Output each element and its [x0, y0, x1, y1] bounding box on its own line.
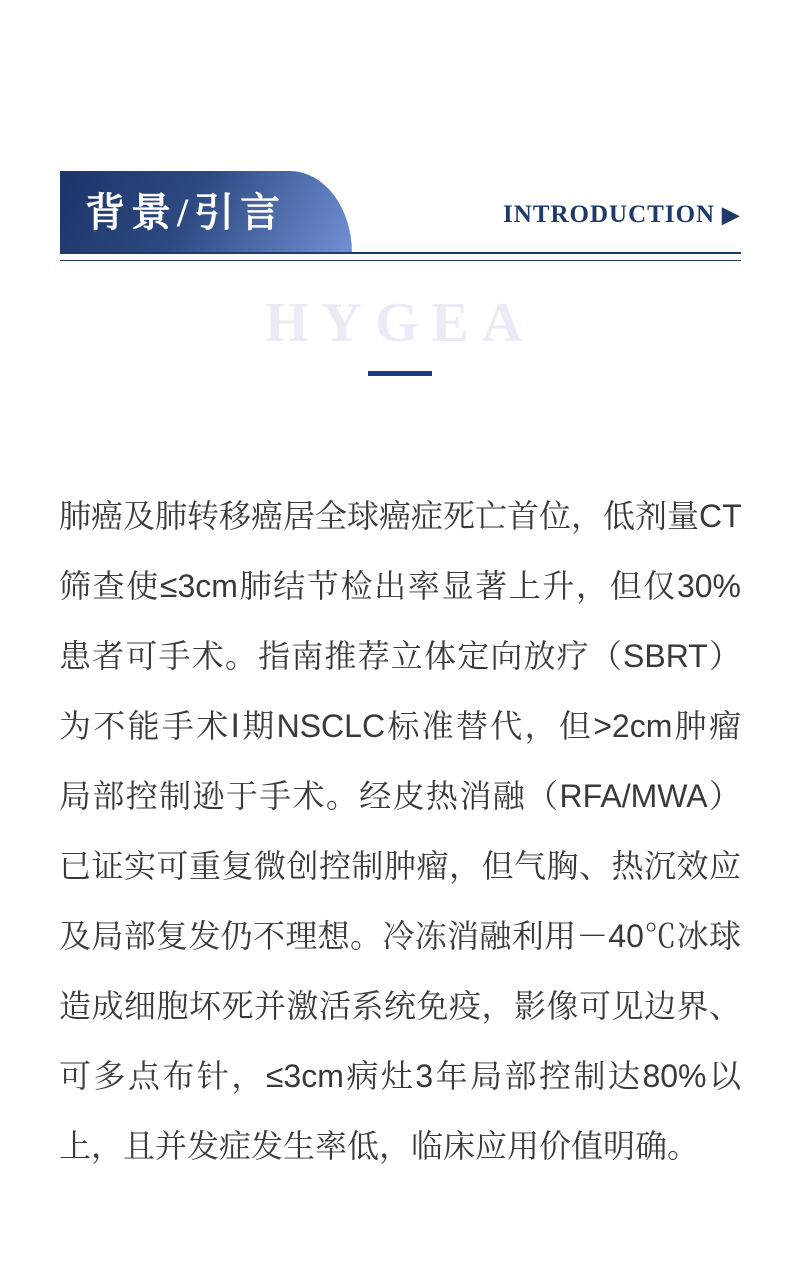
body-paragraph	[59, 481, 741, 1181]
paragraph-line: 患者可手术。指南推荐立体定向放疗（SBRT）	[59, 638, 741, 674]
brand-watermark: HYGEA	[264, 292, 536, 354]
paragraph-line: 为不能手术Ⅰ期NSCLC标准替代，但>2cm肿瘤	[59, 708, 741, 744]
paragraph-line: 及局部复发仍不理想。冷冻消融利用－40℃冰球	[59, 918, 741, 954]
section-eyebrow	[503, 201, 740, 229]
paragraph-line: 筛查使≤3cm肺结节检出率显著上升，但仅30%	[59, 568, 741, 604]
paragraph-line: 肺癌及肺转移癌居全球癌症死亡首位，低剂量CT	[59, 498, 742, 534]
section-title: 背景/引言	[85, 190, 287, 235]
paragraph-line: 上，且并发症发生率低，临床应用价值明确。	[59, 1128, 700, 1164]
header-divider	[60, 252, 741, 261]
paragraph-line: 造成细胞坏死并激活系统免疫，影像可见边界、	[59, 988, 741, 1024]
paragraph-line: 可多点布针，≤3cm病灶3年局部控制达80%以	[59, 1058, 741, 1094]
section-eyebrow-label: INTRODUCTION	[503, 201, 716, 228]
section-header-banner	[60, 171, 352, 253]
paragraph-line: 已证实可重复微创控制肿瘤，但气胸、热沉效应	[59, 848, 741, 884]
watermark-underline	[368, 371, 432, 376]
arrow-right-icon: ▶	[722, 202, 740, 227]
paragraph-line: 局部控制逊于手术。经皮热消融（RFA/MWA）	[59, 778, 741, 814]
